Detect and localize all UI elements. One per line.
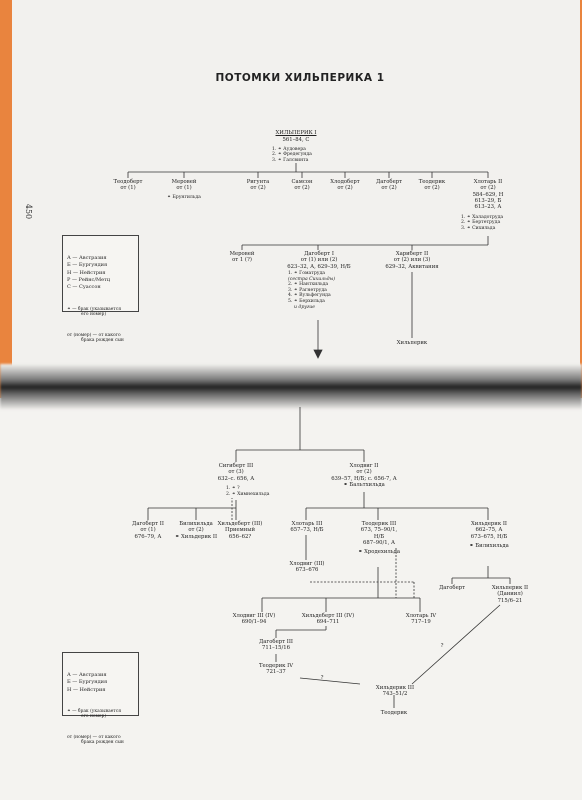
chlothar4: Хлотарь IV 717–19 xyxy=(405,613,437,626)
child-merovech: Меровей от (1) ⚭ Брунгильда xyxy=(167,179,201,200)
gc-merovech: Меровей от 1 (?) xyxy=(229,251,255,264)
dagobert2: Дагоберт II от (1) 676–79, А xyxy=(132,521,164,540)
childeric2: Хильдерик II 662–75, А 673–675, Н/Б ⚭ Билихильда xyxy=(469,521,509,549)
childebert-adopted: Хильдеберт (III) Приемный 656–62? xyxy=(217,521,263,540)
dagobert1-marriages: 1. ⚭ Гоматруда (сестра Сихильды) 2. ⚭ Нантхильда 3. ⚭ Рагнетруда 4. ⚭ Вульфегунда 5. ⚭ Берхильда и другие xyxy=(288,271,336,310)
theuderic4: Теодерик IV 721–37 xyxy=(258,663,294,676)
sigibert3: Сигиберт III от (3) 632–с. 656, А xyxy=(217,463,255,482)
great-chilperic: Хильперик xyxy=(396,340,428,346)
legend-top: А — Австразия Б — Бургундия Н — Нейстрия Р — Рейнс/Метц С — Суассон ⚭ — брак (указывается его номер) от (номер) — от какого брака рожден сын xyxy=(62,235,139,312)
question-mark-1: ? xyxy=(320,675,324,681)
childeric3: Хильдерик III 743–51/2 xyxy=(375,685,415,698)
child-theodebert: Теодоберт от (1) xyxy=(113,179,143,192)
chlodwig3: Хлодвиг (III) 673–676 xyxy=(289,561,325,574)
child-chlothar2: Хлотарь II от (2) 584–629, Н 613–29, Б 613–23, А xyxy=(472,179,504,211)
chlothar2-marriages: 1. ⚭ Халадотруда 2. ⚭ Бертетруда 3. ⚭ Сихильда xyxy=(461,215,504,231)
page-number: 450 xyxy=(24,203,34,220)
page-title: ПОТОМКИ ХИЛЬПЕРИКА 1 xyxy=(215,72,385,84)
gc-charibert2: Хариберт II от (2) или (3) 629–32, Аквитания xyxy=(385,251,439,270)
childebert3: Хильдеберт III (IV) 694–711 xyxy=(301,613,355,626)
chlodwig2: Хлодвиг II от (2) 639–57, Н/Б; с. 656-7, А ⚭ Бальтхильда xyxy=(331,463,397,488)
legend-bottom: А — Австразия Б — Бургундия Н — Нейстрия ⚭ — брак (указывается его номер) от (номер) — от какого брака рожден сын xyxy=(62,652,139,716)
dagobert3: Дагоберт III 711–15/16 xyxy=(258,639,294,652)
child-rigunth: Ригунта от (2) xyxy=(246,179,270,192)
question-mark-2: ? xyxy=(440,643,444,649)
child-theuderic: Теодерик от (2) xyxy=(418,179,446,192)
child-chlodobert: Хлодоберт от (2) xyxy=(330,179,360,192)
root-dates: 561–84, С xyxy=(282,137,310,143)
chlothar3: Хлотарь III 657–73, Н/Б xyxy=(290,521,324,534)
root-name: ХИЛЬПЕРИК I xyxy=(275,130,317,136)
gc-dagobert1: Дагоберт I от (1) или (2) 623–32, А, 629–39, Н/Б xyxy=(287,251,351,270)
child-dagobert: Дагоберт от (2) xyxy=(375,179,403,192)
chilperic2: Хильперик II (Даниил) 715/6–21 xyxy=(491,585,529,604)
chlodwig4: Хлодвиг III (IV) 690/1–94 xyxy=(232,613,276,626)
dagobert-b: Дагоберт xyxy=(438,585,466,591)
bilichilda: Билихильда от (2) ⚭ Хильдерик II xyxy=(174,521,218,540)
child-samson: Самсон от (2) xyxy=(291,179,313,192)
theuderic3: Теодерик III 673, 75–90/1, Н/Б 687–90/1, А ⚭ Хродехильда xyxy=(357,521,401,556)
sigibert3-marriages: 1. ⚭ ? 2. ⚭ Химнехильда xyxy=(226,486,270,497)
theuderic-last: Теодерик xyxy=(380,710,408,716)
root-marriages: 1. ⚭ Аудовера 2. ⚭ Фредегунда 3. ⚭ Галсвинта xyxy=(272,147,312,163)
